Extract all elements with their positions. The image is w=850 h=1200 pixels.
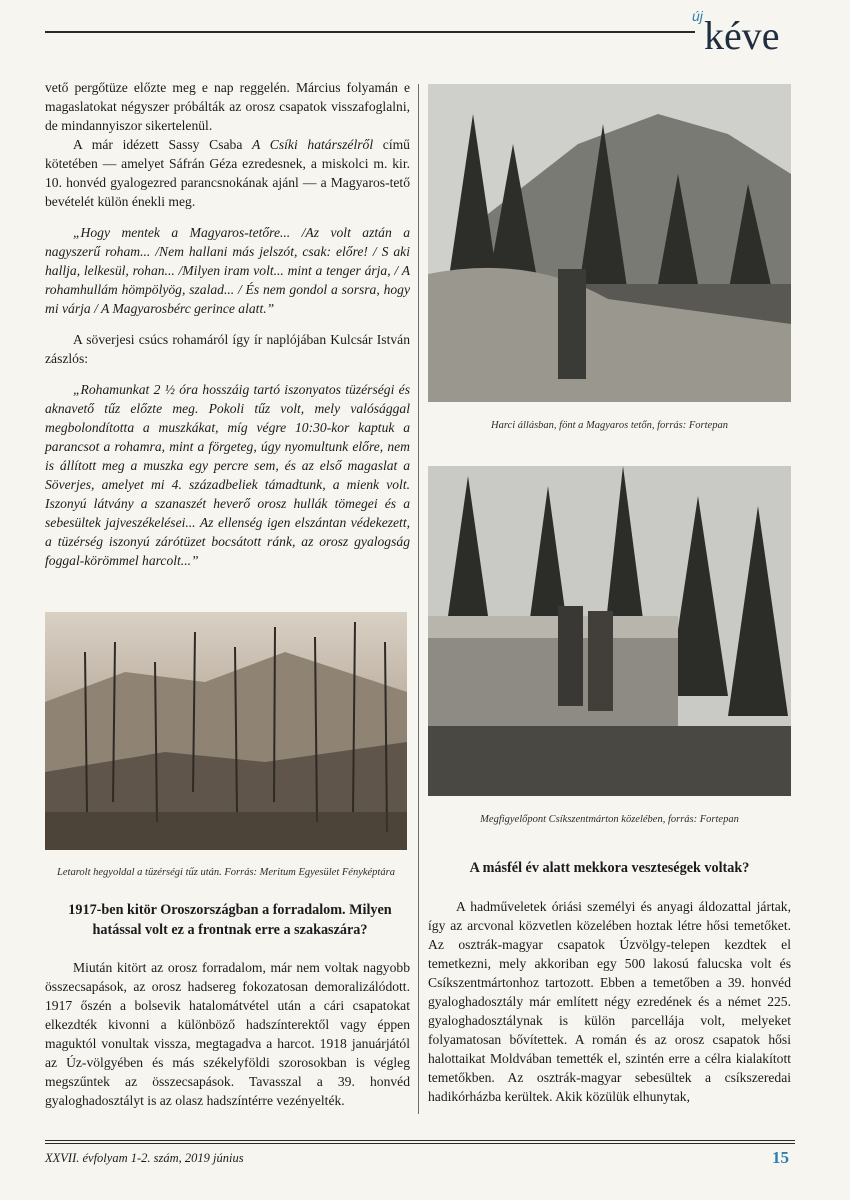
page-number: 15 [772, 1148, 789, 1167]
caption-magyaros-trench: Harci állásban, fönt a Magyaros tetőn, forrás: Fortepan [491, 420, 728, 431]
photo-devastated-hillside [45, 612, 407, 850]
caption-devastated-hillside: Letarolt hegyoldal a tüzérségi tűz után. Forrás: Meritum Egyesület Fényképtára [57, 867, 395, 878]
footer-rule [45, 1140, 795, 1141]
caption-observation-post: Megfigyelőpont Csíkszentmárton közelében, forrás: Fortepan [480, 814, 739, 825]
book-title: A Csíki határszélről [252, 137, 374, 152]
logo-prefix: új [692, 8, 703, 24]
right-paragraph-1: A hadműveletek óriási személyi és anyagi áldozattal jártak, így az arcvonal közvetlen közelében hoztak létre hősi temetőket. Az osztrák-magyar csapatok Úzvölgy-telepen kezdtek el temetkezni, mely akkoriban egy 500 lakosú falucska volt és Csíkszentmártonhoz tartozott. Ebben a temetőben a 39. honvéd gyaloghadosztály már említett négy ezredének és a német 225. gyaloghadosztálynak is külön parcellája volt, melyeket folyamatosan bővítettek. A román és az orosz csapatok hősi halottaikat Moldvában temették el, szintén erre a célra kialakított temetőkben. Az osztrák-magyar sebesültek a csíkszeredai hadikórházba kerültek. Akik közülük elhunytak, [428, 899, 791, 1104]
left-paragraph-2-end: című kötetében — amelyet Sáfrán Géza ezredesnek, a miskolci m. kir. 10. honvéd gyalogezred parancsnokának ajánl — a Magyaros-tető bevételét külön énekli meg. [45, 137, 410, 209]
logo-title: kéve [704, 13, 780, 58]
issue-info: XXVII. évfolyam 1-2. szám, 2019 június [45, 1151, 244, 1165]
magazine-logo [690, 8, 810, 60]
left-paragraph-1: vető pergőtüze előzte meg e nap reggelén. Március folyamán e magaslatokat négyszer próbálták az orosz csapatok visszafoglalni, de mindannyiszor sikertelenül. [45, 80, 410, 133]
left-section-heading: 1917-ben kitör Oroszországban a forradalom. Milyen hatással volt ez a frontnak erre a szakaszára? [68, 902, 392, 938]
photo-magyaros-trench [428, 84, 791, 402]
diary-quote: „Rohamunkat 2 ½ óra hosszáig tartó iszonyatos tüzérségi és aknavető tűz előzte meg. Pokoli tűz volt, mely valósággal megbolondította a muszkákat, míg végre 10:30-kor kaptuk a parancsot a rohamra, mint a förgeteg, úgy nyomultunk előre, nem is állított meg a muszka egy percre sem, és az első magaslat a Söverjes, amelyet mi 4. századbeliek támadtunk, a mienk volt. Iszonyú látvány a szanaszét heverő orosz hullák tömegei és a sebesültek jajveszékelései... Az ellenség igen elszántan védekezett, a tüzérség iszonyú zárótüzet bocsátott ránk, az orosz gyalogság foggal-körömmel harcolt...” [45, 382, 410, 568]
left-column [45, 78, 410, 570]
column-divider [418, 84, 419, 1114]
photo-observation-post [428, 466, 791, 796]
poem-quote: „Hogy mentek a Magyaros-tetőre... /Az volt aztán a nagyszerű roham... /Nem hallani más jelszót, csak: előre! / S aki hallja, lelkesül, rohan... /Milyen iram volt... mint a tenger árja, / A rohamhullám hömpölyög, szalad... / És nem gondol a sorsra, hogy mi várja / A Magyarosbérc gerince alatt.” [45, 225, 410, 316]
left-paragraph-4: Miután kitört az orosz forradalom, már nem voltak nagyobb összecsapások, az orosz hadsereg fokozatosan demoralizálódott. 1917 őszén a bolsevik hatalomátvétel után a cári csapatokat elkezdték kivonni a különböző hadszínterektől vagy éppen maguktól vonultak vissza, megtagadva a harcot. 1918 januárjától az Úz-völgyében és más székelyföldi szorosokban is végleg megszűntek az összecsapások. Tavasszal a 39. honvéd gyaloghadosztályt is az olasz hadszíntérre vezényelték. [45, 960, 410, 1108]
left-paragraph-2 [45, 135, 410, 211]
right-section-heading: A másfél év alatt mekkora veszteségek voltak? [469, 860, 750, 876]
header-rule [45, 31, 695, 33]
footer-rule-2 [45, 1143, 795, 1144]
left-paragraph-3: A söverjesi csúcs rohamáról így ír naplójában Kulcsár István zászlós: [45, 332, 410, 366]
left-paragraph-2-start: A már idézett Sassy Csaba [73, 137, 253, 152]
